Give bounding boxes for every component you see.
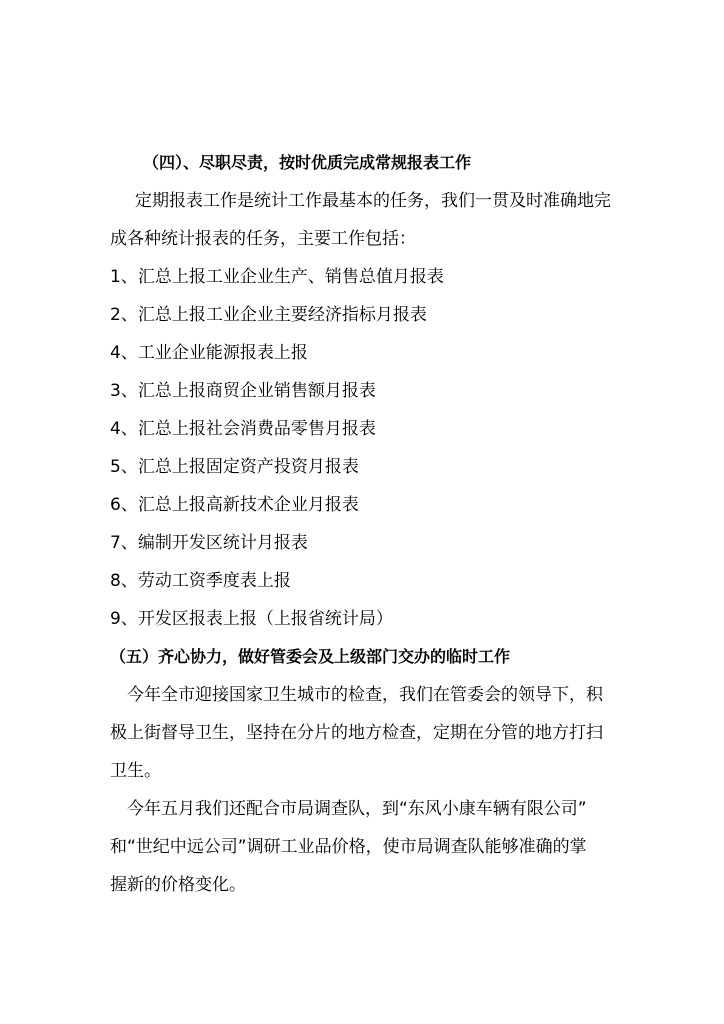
list-item: 1、汇总上报工业企业生产、销售总值月报表 [110,267,444,287]
section5-p2-line3: 握新的价格变化。 [110,875,246,895]
list-item: 6、汇总上报高新技术企业月报表 [110,495,359,515]
section5-p1-line1: 今年全市迎接国家卫生城市的检查，我们在管委会的领导下，积 [127,685,603,705]
section5-p2-line2: 和“世纪中远公司”调研工业品价格，使市局调查队能够准确的掌 [110,837,587,857]
section5-p2-line1: 今年五月我们还配合市局调查队，到“东风小康车辆有限公司” [127,799,587,819]
section4-intro-line2: 成各种统计报表的任务，主要工作包括： [110,229,416,249]
list-item: 5、汇总上报固定资产投资月报表 [110,457,359,477]
list-item: 8、劳动工资季度表上报 [110,571,291,591]
section5-p1-line2: 极上街督导卫生，坚持在分片的地方检查，定期在分管的地方打扫 [110,723,603,743]
list-item: 4、汇总上报社会消费品零售月报表 [110,419,376,439]
list-item: 4、工业企业能源报表上报 [110,343,308,363]
list-item: 3、汇总上报商贸企业销售额月报表 [110,381,376,401]
list-item: 2、汇总上报工业企业主要经济指标月报表 [110,305,427,325]
section4-heading: （四）、尽职尽责，按时优质完成常规报表工作 [143,153,472,172]
section4-intro-line1: 定期报表工作是统计工作最基本的任务，我们一贯及时准确地完 [135,191,611,211]
list-item: 9、开发区报表上报（上报省统计局） [110,609,393,629]
list-item: 7、编制开发区统计月报表 [110,533,308,553]
section5-p1-line3: 卫生。 [110,761,161,781]
section5-heading: （五）齐心协力，做好管委会及上级部门交办的临时工作 [110,647,511,666]
